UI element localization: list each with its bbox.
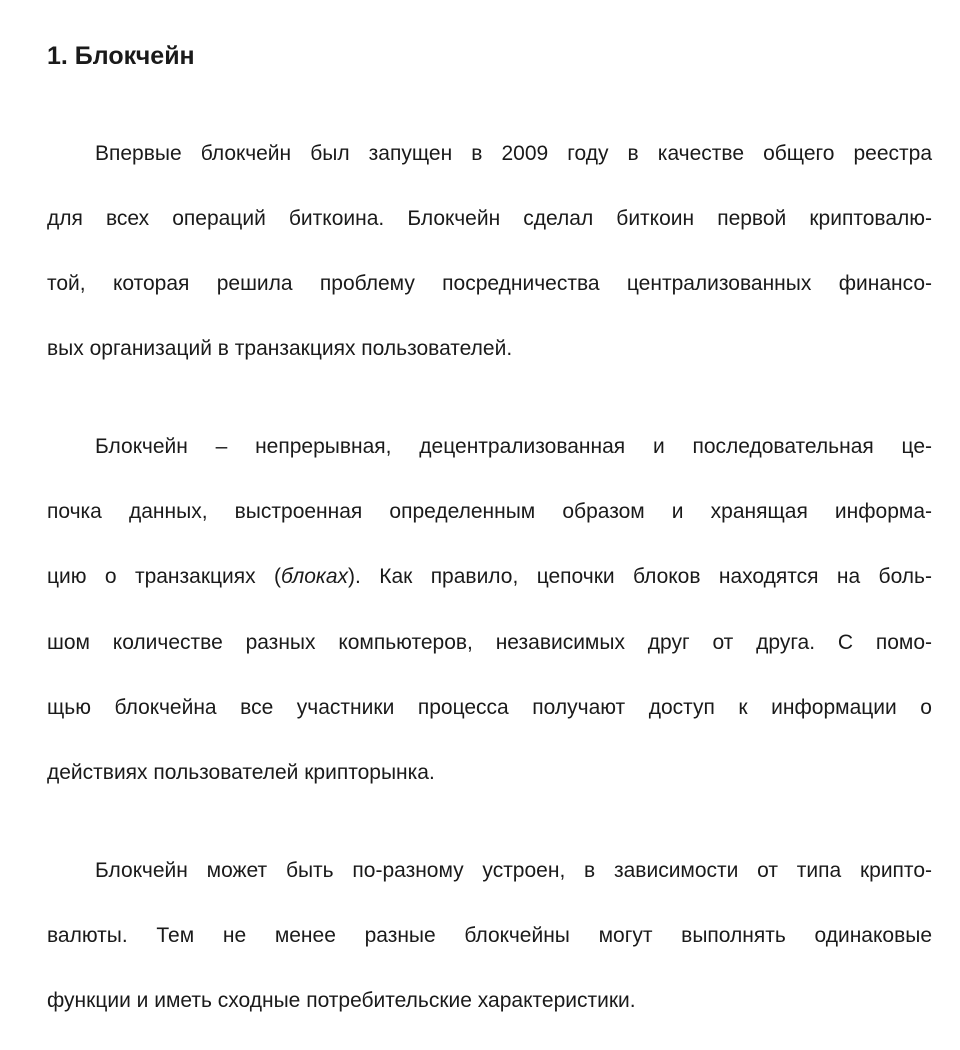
paragraph-text: ). Как правило, цепочки блоков находятся на боль-: [348, 565, 932, 589]
paragraph-line-mixed: [47, 561, 932, 594]
paragraph-line: для всех операций биткоина. Блокчейн сделал биткоин первой криптовалю-: [47, 206, 932, 230]
paragraph-line: той, которая решила проблему посредничества централизованных финансо-: [47, 271, 932, 295]
paragraph-line: щью блокчейна все участники процесса получают доступ к информации о: [47, 695, 932, 719]
paragraph-1: [47, 105, 932, 398]
section-heading: 1. Блокчейн: [47, 42, 195, 70]
paragraph-line: Впервые блокчейн был запущен в 2009 году в качестве общего реестра: [95, 141, 932, 165]
document-page: [47, 36, 932, 1050]
paragraph-line: валюты. Тем не менее разные блокчейны могут выполнять одинаковые: [47, 923, 932, 947]
paragraph-line: действиях пользователей крипторынка.: [47, 760, 435, 784]
emphasized-term: блоках: [281, 565, 348, 589]
paragraph-line: Блокчейн – непрерывная, децентрализованная и последовательная це-: [95, 434, 932, 458]
paragraph-line: почка данных, выстроенная определенным образом и хранящая информа-: [47, 500, 932, 524]
paragraph-line: функции и иметь сходные потребительские характеристики.: [47, 989, 636, 1013]
paragraph-2: [47, 398, 932, 822]
paragraph-line: вых организаций в транзакциях пользователей.: [47, 337, 513, 361]
paragraph-3: [47, 822, 932, 1050]
section-body: [47, 105, 932, 1050]
paragraph-line: шом количестве разных компьютеров, независимых друг от друга. С помо-: [47, 630, 932, 654]
paragraph-text: цию о транзакциях (: [47, 565, 282, 589]
paragraph-line: Блокчейн может быть по-разному устроен, в зависимости от типа крипто-: [95, 858, 932, 882]
